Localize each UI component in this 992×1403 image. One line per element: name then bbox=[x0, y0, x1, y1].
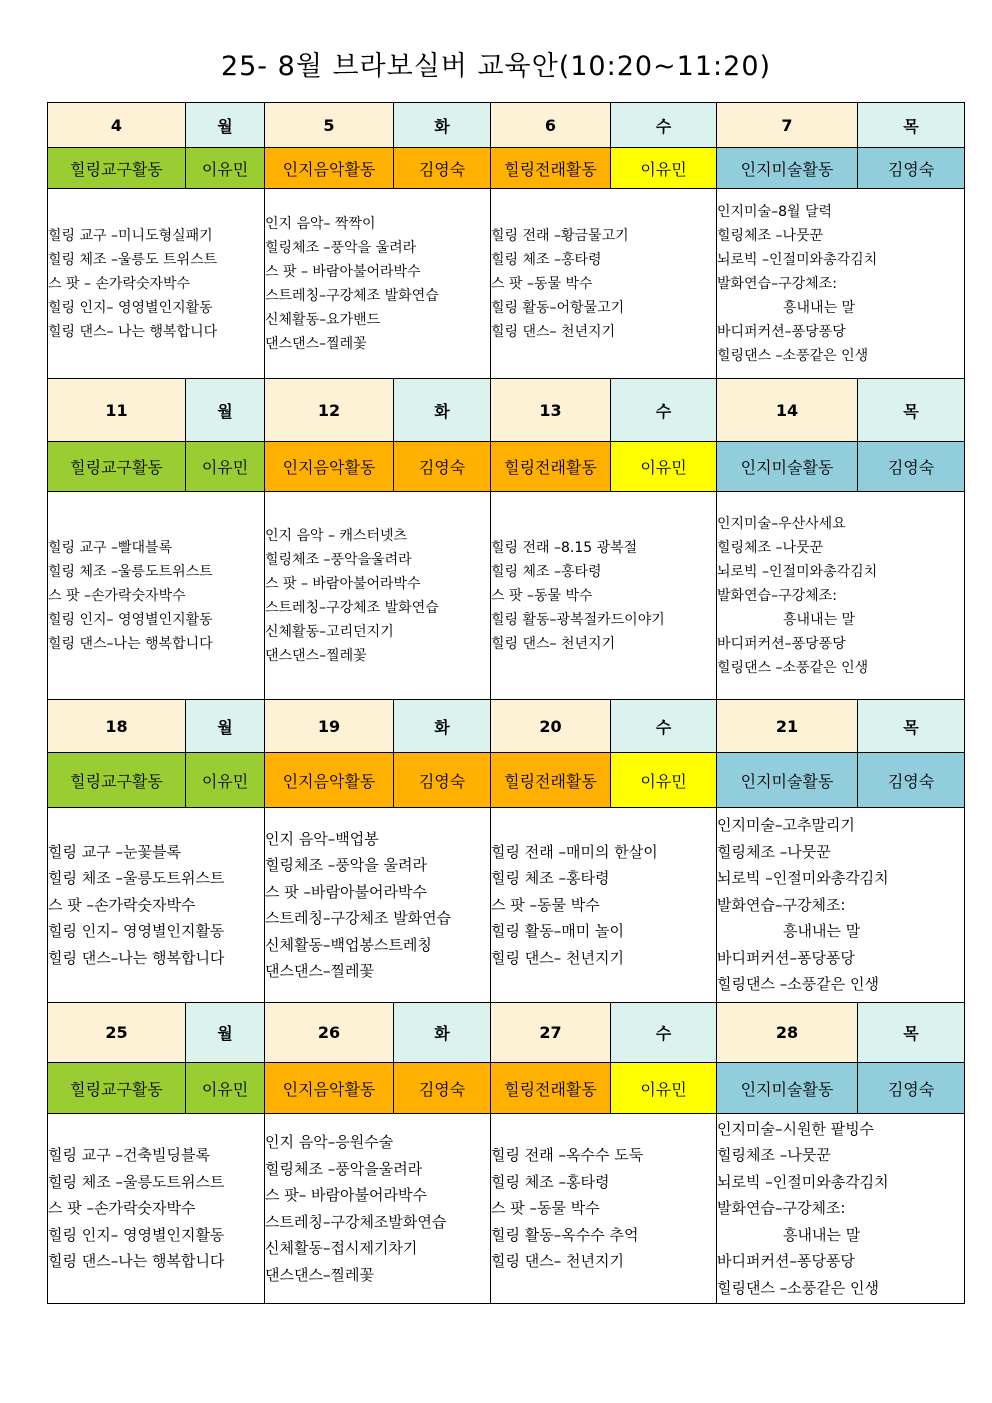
content-line: 힐링 댄스– 천년지기 bbox=[491, 323, 616, 340]
content-line: 인지 음악–응원수술 bbox=[265, 1133, 394, 1151]
day-name: 목 bbox=[858, 379, 965, 442]
day-name: 월 bbox=[186, 103, 265, 148]
content-line: 힐링체조 –나뭇꾼 bbox=[717, 842, 831, 861]
day-name: 월 bbox=[186, 1003, 265, 1063]
content-line: 힐링 체조 –홍타령 bbox=[491, 563, 602, 580]
content-line: 힐링 교구 –빨대블록 bbox=[48, 539, 173, 556]
day-number: 20 bbox=[491, 700, 611, 753]
week-date-row bbox=[48, 103, 965, 148]
day-name: 화 bbox=[394, 1003, 491, 1063]
content-line: 힐링 전래 –8.15 광복절 bbox=[491, 539, 638, 556]
content-line: 인지미술–고추말리기 bbox=[717, 816, 855, 835]
content-line: 힐링체조 –풍악을 울려라 bbox=[265, 856, 427, 874]
content-line: 흥내내는 말 bbox=[783, 922, 861, 941]
week-content-row bbox=[48, 189, 965, 379]
day-name: 월 bbox=[186, 379, 265, 442]
content-line: 힐링 교구 –눈꽃블록 bbox=[48, 842, 181, 861]
content-line: 힐링 체조 –홍타령 bbox=[491, 1172, 610, 1191]
week-date-row bbox=[48, 379, 965, 442]
day-content bbox=[265, 808, 491, 1003]
content-line: 힐링 체조 –울릉도트위스트 bbox=[48, 869, 225, 888]
activity-label: 힐링교구활동 bbox=[48, 1063, 186, 1114]
day-number: 26 bbox=[265, 1003, 394, 1063]
day-number: 12 bbox=[265, 379, 394, 442]
day-name: 목 bbox=[858, 1003, 965, 1063]
teacher-name: 이유민 bbox=[186, 148, 265, 189]
activity-label: 인지미술활동 bbox=[717, 753, 858, 808]
content-line: 힐링댄스 –소풍같은 인생 bbox=[717, 659, 869, 676]
teacher-name: 이유민 bbox=[611, 753, 717, 808]
teacher-name: 이유민 bbox=[186, 442, 265, 492]
week-activity-row bbox=[48, 753, 965, 808]
day-number: 13 bbox=[491, 379, 611, 442]
day-content bbox=[265, 189, 491, 379]
content-line: 힐링 인지– 영영별인지활동 bbox=[48, 299, 213, 316]
content-line: 스트레칭–구강체조발화연습 bbox=[265, 1212, 447, 1231]
content-line: 힐링체조 –풍악을 울려라 bbox=[265, 239, 417, 256]
content-line: 힐링 활동–광복절카드이야기 bbox=[491, 611, 665, 628]
day-number: 14 bbox=[717, 379, 858, 442]
content-line: 인지 음악 – 캐스터넷츠 bbox=[265, 527, 408, 544]
content-line: 스트레칭–구강체조 발화연습 bbox=[265, 599, 439, 616]
content-line: 바디퍼커션–퐁당퐁당 bbox=[717, 635, 846, 652]
teacher-name: 이유민 bbox=[611, 442, 717, 492]
content-line: 힐링 전래 –옥수수 도둑 bbox=[491, 1146, 644, 1165]
content-line: 인지미술–8월 달력 bbox=[717, 203, 833, 220]
content-line: 발화연습–구강체조: bbox=[717, 895, 846, 914]
content-line: 힐링 체조 –울릉도트위스트 bbox=[48, 1172, 225, 1191]
content-line: 힐링체조 –풍악을울려라 bbox=[265, 551, 412, 568]
content-line: 힐링 활동–어항물고기 bbox=[491, 299, 625, 316]
content-line: 흥내내는 말 bbox=[783, 611, 856, 628]
content-line: 힐링댄스 –소풍같은 인생 bbox=[717, 975, 879, 994]
teacher-name: 김영숙 bbox=[858, 753, 965, 808]
content-line: 발화연습–구강체조: bbox=[717, 275, 837, 292]
activity-label: 힐링전래활동 bbox=[491, 1063, 611, 1114]
content-line: 힐링 전래 –매미의 한살이 bbox=[491, 842, 658, 861]
day-name: 화 bbox=[394, 700, 491, 753]
content-line: 바디퍼커션–퐁당퐁당 bbox=[717, 1252, 855, 1271]
teacher-name: 김영숙 bbox=[858, 148, 965, 189]
activity-label: 힐링교구활동 bbox=[48, 442, 186, 492]
day-content bbox=[48, 808, 265, 1003]
content-line: 힐링 활동–매미 놀이 bbox=[491, 922, 624, 941]
schedule-table bbox=[47, 102, 965, 1304]
content-line: 힐링 댄스–나는 행복합니다 bbox=[48, 948, 225, 967]
content-line: 스트레칭–구강체조 발화연습 bbox=[265, 287, 439, 304]
week-activity-row bbox=[48, 442, 965, 492]
day-content bbox=[491, 1114, 717, 1304]
day-content bbox=[491, 808, 717, 1003]
content-line: 힐링 댄스– 천년지기 bbox=[491, 948, 624, 967]
day-name: 목 bbox=[858, 103, 965, 148]
teacher-name: 이유민 bbox=[186, 1063, 265, 1114]
day-content bbox=[265, 492, 491, 700]
content-line: 댄스댄스–찔레꽃 bbox=[265, 1265, 374, 1284]
day-content bbox=[48, 1114, 265, 1304]
week-content-row bbox=[48, 492, 965, 700]
content-line: 뇌로빅 –인절미와총각김치 bbox=[717, 563, 878, 580]
activity-label: 인지미술활동 bbox=[717, 148, 858, 189]
teacher-name: 김영숙 bbox=[394, 1063, 491, 1114]
content-line: 힐링체조 –나뭇꾼 bbox=[717, 539, 824, 556]
content-line: 힐링댄스 –소풍같은 인생 bbox=[717, 1278, 879, 1297]
day-name: 화 bbox=[394, 379, 491, 442]
day-name: 수 bbox=[611, 700, 717, 753]
content-line: 힐링 체조 –홍타령 bbox=[491, 251, 602, 268]
content-line: 스 팟 – 바람아불어라박수 bbox=[265, 575, 421, 592]
content-line: 스 팟 –동물 박수 bbox=[491, 1199, 600, 1218]
teacher-name: 김영숙 bbox=[858, 1063, 965, 1114]
day-name: 수 bbox=[611, 1003, 717, 1063]
day-name: 수 bbox=[611, 379, 717, 442]
week-content-row bbox=[48, 808, 965, 1003]
day-content bbox=[717, 492, 965, 700]
content-line: 힐링 댄스–나는 행복합니다 bbox=[48, 1252, 225, 1271]
page-title: 25- 8월 브라보실버 교육안(10:20~11:20) bbox=[220, 51, 772, 82]
content-line: 뇌로빅 –인절미와총각김치 bbox=[717, 1172, 889, 1191]
content-line: 신체활동–접시제기차기 bbox=[265, 1239, 418, 1257]
content-line: 뇌로빅 –인절미와총각김치 bbox=[717, 251, 878, 268]
content-line: 힐링 인지– 영영별인지활동 bbox=[48, 1225, 225, 1244]
day-number: 25 bbox=[48, 1003, 186, 1063]
week-activity-row bbox=[48, 1063, 965, 1114]
day-content bbox=[491, 492, 717, 700]
day-number: 28 bbox=[717, 1003, 858, 1063]
activity-label: 인지미술활동 bbox=[717, 1063, 858, 1114]
content-line: 뇌로빅 –인절미와총각김치 bbox=[717, 869, 889, 888]
content-line: 스 팟– 바람아불어라박수 bbox=[265, 1186, 427, 1204]
content-line: 힐링 댄스– 천년지기 bbox=[491, 1252, 624, 1271]
content-line: 인지 음악– 짝짝이 bbox=[265, 215, 376, 232]
teacher-name: 이유민 bbox=[611, 1063, 717, 1114]
teacher-name: 이유민 bbox=[186, 753, 265, 808]
activity-label: 힐링교구활동 bbox=[48, 148, 186, 189]
content-line: 발화연습–구강체조: bbox=[717, 587, 837, 604]
activity-label: 인지음악활동 bbox=[265, 148, 394, 189]
content-line: 힐링 인지– 영영별인지활동 bbox=[48, 922, 225, 941]
content-line: 힐링 교구 –건축빌딩블록 bbox=[48, 1146, 210, 1165]
teacher-name: 김영숙 bbox=[394, 753, 491, 808]
content-line: 스 팟 – 손가락숫자박수 bbox=[48, 275, 191, 292]
content-line: 스트레칭–구강체조 발화연습 bbox=[265, 909, 452, 927]
day-name: 수 bbox=[611, 103, 717, 148]
content-line: 스 팟 –손가락숫자박수 bbox=[48, 1199, 196, 1218]
content-line: 스 팟 –손가락숫자박수 bbox=[48, 587, 186, 604]
day-number: 19 bbox=[265, 700, 394, 753]
content-line: 댄스댄스–찔레꽃 bbox=[265, 962, 374, 980]
week-content-row bbox=[48, 1114, 965, 1304]
teacher-name: 김영숙 bbox=[394, 148, 491, 189]
activity-label: 힐링전래활동 bbox=[491, 442, 611, 492]
content-line: 스 팟 –동물 박수 bbox=[491, 895, 600, 914]
content-line: 힐링 인지– 영영별인지활동 bbox=[48, 611, 213, 628]
content-line: 힐링 전래 –황금물고기 bbox=[491, 227, 629, 244]
day-number: 11 bbox=[48, 379, 186, 442]
content-line: 힐링체조 –풍악을울려라 bbox=[265, 1159, 423, 1178]
teacher-name: 김영숙 bbox=[394, 442, 491, 492]
content-line: 바디퍼커션–퐁당퐁당 bbox=[717, 323, 846, 340]
content-line: 힐링 체조 –울릉도 트위스트 bbox=[48, 251, 218, 268]
content-line: 힐링 교구 –미니도형실패기 bbox=[48, 227, 213, 244]
content-line: 힐링체조 –나뭇꾼 bbox=[717, 1146, 831, 1165]
day-number: 4 bbox=[48, 103, 186, 148]
content-line: 댄스댄스–찔레꽃 bbox=[265, 647, 367, 664]
activity-label: 인지음악활동 bbox=[265, 753, 394, 808]
content-line: 인지미술–우산사세요 bbox=[717, 515, 846, 532]
content-line: 스 팟 – 바람아불어라박수 bbox=[265, 263, 421, 280]
day-number: 18 bbox=[48, 700, 186, 753]
content-line: 인지 음악–백업봉 bbox=[265, 829, 379, 848]
content-line: 스 팟 –바람아불어라박수 bbox=[265, 882, 427, 901]
content-line: 인지미술–시원한 팥빙수 bbox=[717, 1119, 875, 1138]
content-line: 흥내내는 말 bbox=[783, 1225, 861, 1244]
content-line: 힐링체조 –나뭇꾼 bbox=[717, 227, 824, 244]
teacher-name: 이유민 bbox=[611, 148, 717, 189]
week-date-row bbox=[48, 1003, 965, 1063]
day-number: 27 bbox=[491, 1003, 611, 1063]
day-name: 월 bbox=[186, 700, 265, 753]
week-activity-row bbox=[48, 148, 965, 189]
week-date-row bbox=[48, 700, 965, 753]
content-line: 힐링 댄스–나는 행복합니다 bbox=[48, 635, 213, 652]
content-line: 신체활동–고리던지기 bbox=[265, 623, 394, 640]
day-content bbox=[717, 808, 965, 1003]
day-content bbox=[717, 189, 965, 379]
content-line: 힐링 활동–옥수수 추억 bbox=[491, 1225, 639, 1244]
day-content bbox=[491, 189, 717, 379]
day-content bbox=[265, 1114, 491, 1304]
day-number: 5 bbox=[265, 103, 394, 148]
content-line: 힐링 체조 –홍타령 bbox=[491, 869, 610, 888]
day-content bbox=[48, 189, 265, 379]
activity-label: 인지음악활동 bbox=[265, 1063, 394, 1114]
activity-label: 힐링교구활동 bbox=[48, 753, 186, 808]
day-number: 7 bbox=[717, 103, 858, 148]
content-line: 신체활동–백업봉스트레칭 bbox=[265, 935, 432, 954]
content-line: 스 팟 –동물 박수 bbox=[491, 275, 593, 292]
content-line: 스 팟 –손가락숫자박수 bbox=[48, 895, 196, 914]
day-content bbox=[717, 1114, 965, 1304]
content-line: 신체활동–요가밴드 bbox=[265, 311, 381, 328]
content-line: 바디퍼커션–퐁당퐁당 bbox=[717, 948, 855, 967]
activity-label: 힐링전래활동 bbox=[491, 753, 611, 808]
day-number: 6 bbox=[491, 103, 611, 148]
activity-label: 인지음악활동 bbox=[265, 442, 394, 492]
activity-label: 힐링전래활동 bbox=[491, 148, 611, 189]
content-line: 힐링 댄스– 천년지기 bbox=[491, 635, 616, 652]
activity-label: 인지미술활동 bbox=[717, 442, 858, 492]
day-name: 화 bbox=[394, 103, 491, 148]
content-line: 댄스댄스–찔레꽃 bbox=[265, 335, 367, 352]
day-name: 목 bbox=[858, 700, 965, 753]
content-line: 흥내내는 말 bbox=[783, 299, 856, 316]
day-content bbox=[48, 492, 265, 700]
content-line: 발화연습–구강체조: bbox=[717, 1199, 846, 1218]
day-number: 21 bbox=[717, 700, 858, 753]
content-line: 힐링 댄스– 나는 행복합니다 bbox=[48, 323, 218, 340]
content-line: 스 팟 –동물 박수 bbox=[491, 587, 593, 604]
content-line: 힐링댄스 –소풍같은 인생 bbox=[717, 347, 869, 364]
teacher-name: 김영숙 bbox=[858, 442, 965, 492]
content-line: 힐링 체조 –울릉도트위스트 bbox=[48, 563, 213, 580]
